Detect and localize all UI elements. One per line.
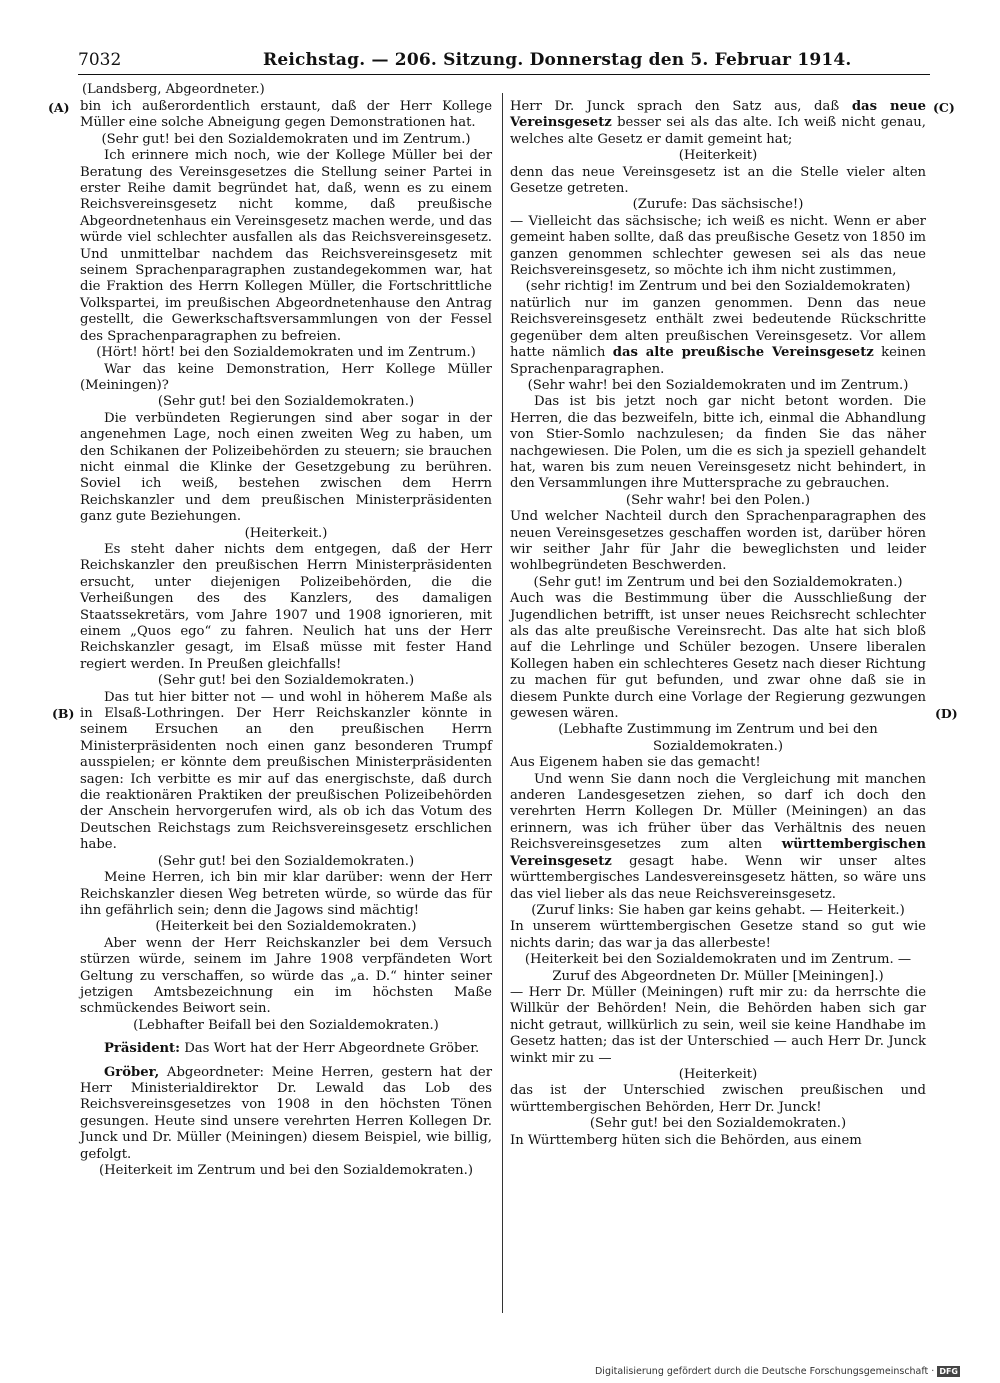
paragraph: Aber wenn der Herr Reichskanzler bei dem Versuch stürzen würde, seinem im Jahre 1908 verpfändeten Wort Geltung zu verschaffen, so würde das „a. D.“ hinter seiner jetzigen Amtsbezeichnung ein im höchsten Maße schmückendes Beiwort sein. xyxy=(80,935,492,1017)
margin-marker-b: (B) xyxy=(52,706,75,721)
running-title: Reichstag. — 206. Sitzung. Donnerstag den 5. Februar 1914. xyxy=(263,50,852,70)
interjection: (Zuruf links: Sie haben gar keins gehabt. — Heiterkeit.) xyxy=(531,902,905,918)
emphasis: das alte preußische Vereinsgesetz xyxy=(612,345,874,361)
interjection: (Sehr wahr! bei den Sozialdemokraten und im Zentrum.) xyxy=(527,377,909,393)
paragraph: Das tut hier bitter not — und wohl in höherem Maße als in Elsaß-Lothringen. Der Herr Reichskanzler könnte in seinem Ersuchen an den preußischen Herrn Ministerpräsidenten noch einen ganz besonderen Trumpf ausspielen; er könnte dem preußischen Ministerpräsidenten sagen: Ich verbitte es mir auf das energischste, daß durch die reaktionären Praktiken der preußischen Polizeibehörden der Anschein hervorgerufen wird, als ob ich das Votum des Deutschen Reichstags zum Reichsvereinsgesetz erschlichen habe. xyxy=(80,689,492,853)
speaker-paragraph xyxy=(80,1065,492,1163)
margin-marker-d: (D) xyxy=(935,706,958,721)
interjection: (Heiterkeit im Zentrum und bei den Sozialdemokraten.) xyxy=(99,1163,473,1178)
interjection: (Sehr wahr! bei den Polen.) xyxy=(625,492,811,508)
interjection: (Sehr gut! bei den Sozialdemokraten.) xyxy=(157,673,415,689)
paragraph: denn das neue Vereinsgesetz ist an die Stelle vieler alten Gesetze getreten. xyxy=(510,164,926,197)
dfg-logo-icon: DFG xyxy=(939,1367,958,1376)
paragraph: — Herr Dr. Müller (Meiningen) ruft mir zu: da herrschte die Willkür der Behörden! Nein, die Behörden haben sich gar nicht getraut, willkürlich zu sein, weil sie keine Handhabe im Gesetz hatten; das ist der Unterschied — auch Herr Dr. Junck winkt mir zu — xyxy=(510,984,926,1066)
paragraph: Aus Eigenem haben sie das gemacht! xyxy=(510,755,761,771)
paragraph-text: Herr Dr. Junck sprach den Satz aus, daß xyxy=(510,99,852,114)
interjection: (Sehr gut! bei den Sozialdemokraten.) xyxy=(157,394,415,410)
paragraph: Auch was die Bestimmung über die Ausschließung der Jugendlichen betrifft, ist unser neues Reichsrecht schlechter als das alte preußische Vereinsrecht. Das alte hat sich bloß auf die Lehrlinge und Schüler bezogen. Unsere liberalen Kollegen haben ein schlechteres Gesetz nach dieser Richtung zu machen für gut befunden, und zwar ohne daß sie in diesem Punkte durch eine Vorlage der Regierung gezwungen gewesen wären. xyxy=(510,591,926,722)
paragraph: das ist der Unterschied zwischen preußischen und württembergischen Behörden, Herr Dr. Junck! xyxy=(510,1083,926,1115)
emphasis: württembergischen Vereinsgesetz xyxy=(510,837,926,869)
interjection: (Lebhafte Zustimmung im Zentrum und bei den Sozialdemokraten.) xyxy=(558,722,878,754)
paragraph: — Vielleicht das sächsische; ich weiß es nicht. Wenn er aber gemeint haben sollte, daß das preußische Gesetz von 1850 im ganzen genommen schlechter gewesen sei als das neue Reichsvereinsgesetz, so möchte ich ihm nicht zustimmen, xyxy=(510,213,926,279)
right-column xyxy=(510,99,926,1149)
paragraph-text: Abgeordneter: Meine Herren, gestern hat der Herr Ministerialdirektor Dr. Lewald das Lob des Reichsvereinsgesetzes von 1908 in den höchsten Tönen gesungen. Heute sind unsere verehrten Herren Kollegen Dr. Junck und Dr. Müller (Meiningen) diesem Beispiel, wie billig, gefolgt. xyxy=(80,1064,492,1162)
speaker-paragraph xyxy=(80,1041,492,1057)
paragraph: Die verbündeten Regierungen sind aber sogar in der angenehmen Lage, noch einen zweiten Weg zu haben, um den Schikanen der Polizeibehörden zu steuern; sie brauchen nicht einmal die Klinke der Gesetzgebung zu berühren. Soviel ich weiß, bestehen zwischen dem Herrn Reichskanzler und dem preußischen Ministerpräsidenten ganz gute Beziehungen. xyxy=(80,410,492,525)
interjection: (Sehr gut! bei den Sozialdemokraten und im Zentrum.) xyxy=(101,131,471,147)
paragraph: Ich erinnere mich noch, wie der Kollege Müller bei der Beratung des Vereinsgesetzes die Stellung seiner Partei in erster Reihe damit begründet hat, daß, wenn es zu einem Reichsvereinsgesetz nicht komme, daß preußische Abgeordnetenhaus ein Vereinsgesetz machen werde, und das würde viel schlechter ausfallen als das Reichsvereinsgesetz. Und unmittelbar nachdem das Reichsvereinsgesetz mit seinem Sprachenparagraphen zustandegekommen war, hat die Fraktion des Herrn Kollegen Müller, die Fortschrittliche Volkspartei, im preußischen Abgeordnetenhause den Antrag gestellt, die Gewerkschaftsversammlungen von der Fessel des Sprachenparagraphen zu befreien. xyxy=(80,148,492,344)
paragraph: Meine Herren, ich bin mir klar darüber: wenn der Herr Reichskanzler diesen Weg betreten würde, so würde das für ihn gefährlich sein; denn die Jagows sind mächtig! xyxy=(80,870,492,918)
digitization-footer xyxy=(595,1366,960,1377)
paragraph: In unserem württembergischen Gesetze stand so gut wie nichts darin; das war ja das allerbeste! xyxy=(510,919,926,951)
footer-text: Digitalisierung gefördert durch die Deutsche Forschungsgemeinschaft · xyxy=(594,1366,935,1377)
column-divider xyxy=(502,93,503,1313)
interjection: (Lebhafter Beifall bei den Sozialdemokraten.) xyxy=(133,1017,439,1033)
paragraph xyxy=(510,296,926,378)
speaker-name: Präsident: xyxy=(104,1041,181,1057)
interjection: (Sehr gut! bei den Sozialdemokraten.) xyxy=(589,1116,847,1132)
interjection: (Heiterkeit bei den Sozialdemokraten und im Zentrum. — Zuruf des Abgeordneten Dr. Müller [Meiningen].) xyxy=(524,952,912,984)
paragraph-text: keinen Sprachenparagraphen. xyxy=(510,345,926,377)
page-number: 7032 xyxy=(78,50,122,70)
margin-marker-a: (A) xyxy=(48,100,70,115)
interjection: (Sehr gut! bei den Sozialdemokraten.) xyxy=(157,853,415,869)
interjection: (Heiterkeit) xyxy=(678,148,758,164)
emphasis: das neue Vereinsgesetz xyxy=(510,99,926,131)
page-header xyxy=(78,50,930,80)
paragraph: Es steht daher nichts dem entgegen, daß der Herr Reichskanzler den preußischen Herrn Ministerpräsidenten ersucht, unter diejenigen Polizeibehörden, die die Verheißungen des des Kanzlers, des damaligen Staatssekretärs, vom Jahre 1907 und 1908 ignorieren, mit einem „Quos ego“ zu fahren. Neulich hat uns der Herr Reichskanzler gesagt, im Elsaß müsse mit fester Hand regiert werden. In Preußen gleichfalls! xyxy=(80,541,492,672)
header-rule xyxy=(78,74,930,75)
left-column xyxy=(80,99,492,1179)
speaker-name: Gröber, xyxy=(104,1064,160,1080)
paragraph-text: besser sei als das alte. Ich weiß nicht genau, welches alte Gesetz er damit gemeint hat; xyxy=(510,115,926,147)
speaker-continuation: (Landsberg, Abgeordneter.) xyxy=(82,82,265,97)
paragraph: bin ich außerordentlich erstaunt, daß der Herr Kollege Müller eine solche Abneigung gegen Demonstrationen hat. xyxy=(80,99,492,131)
paragraph xyxy=(510,772,926,903)
paragraph xyxy=(510,99,926,148)
interjection: (Heiterkeit bei den Sozialdemokraten.) xyxy=(155,919,417,935)
paragraph: Und welcher Nachteil durch den Sprachenparagraphen des neuen Vereinsgesetzes geschaffen worden ist, darüber hören wir seither Jahr für Jahr die beweglichsten und leider wohlbegründeten Beschwerden. xyxy=(510,509,926,574)
interjection: (Zurufe: Das sächsische!) xyxy=(632,197,804,213)
paragraph: Das ist bis jetzt noch gar nicht betont worden. Die Herren, die das bezweifeln, bitte ich, einmal die Abhandlung von Stier-Somlo nachzulesen; da finden Sie das näher nachgewiesen. Die Polen, um die es sich ja speziell gehandelt hat, waren bis zum neuen Vereinsgesetz nicht behindert, in den Versammlungen ihre Muttersprache zu gebrauchen. xyxy=(510,394,926,492)
paragraph-text: Und wenn Sie dann noch die Vergleichung mit manchen anderen Landesgesetzen ziehen, so darf ich doch den verehrten Herrn Kollegen Dr. Müller (Meiningen) an das erinnern, was ich früher über das Verhältnis des neuen Reichsvereinsgesetzes zum alten xyxy=(510,771,926,853)
margin-marker-c: (C) xyxy=(933,100,955,115)
interjection: (sehr richtig! im Zentrum und bei den Sozialdemokraten) xyxy=(525,279,911,295)
paragraph-text: natürlich nur im ganzen genommen. Denn das neue Reichsvereinsgesetz enthält zwei bedeutende Rückschritte gegenüber dem alten preußischen Vereinsgesetz. Vor allem hatte nämlich xyxy=(510,295,926,361)
interjection: (Sehr gut! im Zentrum und bei den Sozialdemokraten.) xyxy=(533,574,903,590)
interjection: (Hört! hört! bei den Sozialdemokraten und im Zentrum.) xyxy=(96,345,476,361)
paragraph: In Württemberg hüten sich die Behörden, aus einem xyxy=(510,1132,862,1148)
paragraph: War das keine Demonstration, Herr Kollege Müller (Meiningen)? xyxy=(80,361,492,393)
paragraph-text: gesagt habe. Wenn wir unser altes württembergisches Landesvereinsgesetz hätten, so wäre uns das viel lieber als das neue Reichsvereinsgesetz. xyxy=(510,853,926,902)
paragraph-text: Das Wort hat der Herr Abgeordnete Gröber. xyxy=(180,1041,480,1057)
interjection: (Heiterkeit.) xyxy=(244,525,328,541)
interjection: (Heiterkeit) xyxy=(678,1066,758,1082)
